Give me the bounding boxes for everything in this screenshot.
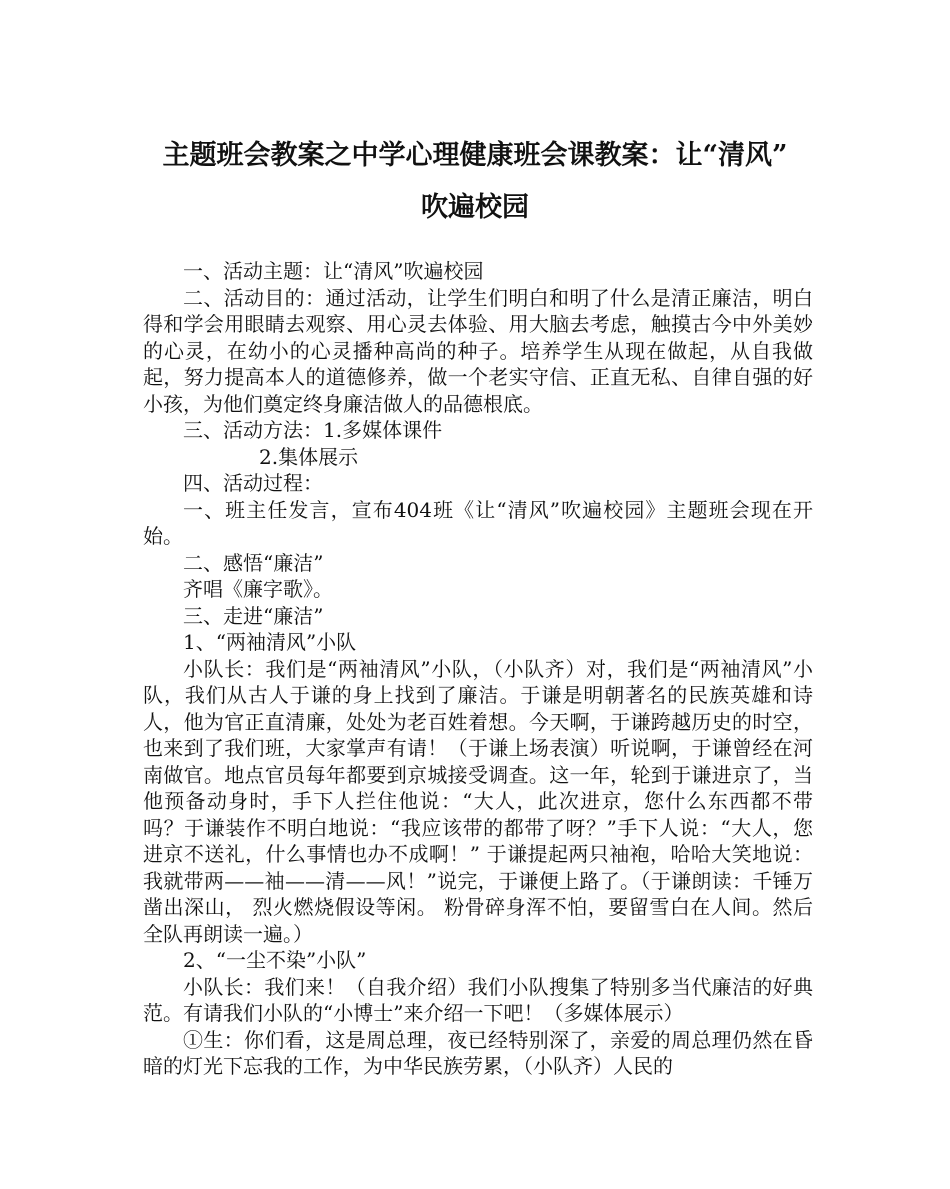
paragraph-activity-purpose: 二、活动目的：通过活动，让学生们明白和明了什么是清正廉洁，明白得和学会用眼睛去观察、用心灵去体验、用大脑去考虑，触摸古今中外美妙的心灵，在幼小的心灵播种高尚的种子。培养学生从现在做起，从自我做起，努力提高本人的道德修养，做一个老实守信、正直无私、自律自强的好小孩，为他们奠定终身廉洁做人的品德根底。 xyxy=(143,285,813,416)
paragraph-team-2: 2、“一尘不染”小队” xyxy=(183,948,367,972)
paragraph-team-1: 1、“两袖清风”小队 xyxy=(183,630,357,654)
paragraph-activity-theme: 一、活动主题：让“清风”吹遍校园 xyxy=(183,259,484,283)
document-body xyxy=(143,258,813,1080)
paragraph-team-1-story: 小队长：我们是“两袖清风”小队，（小队齐）对，我们是“两袖清风”小队，我们从古人于谦的身上找到了廉洁。于谦是明朝著名的民族英雄和诗人，他为官正直清廉，处处为老百姓着想。今天啊，于谦跨越历史的时空，也来到了我们班，大家掌声有请！（于谦上场表演）听说啊，于谦曾经在河南做官。地点官员每年都要到京城接受调查。这一年，轮到于谦进京了，当他预备动身时，手下人拦住他说：“大人，此次进京，您什么东西都不带吗？于谦装作不明白地说：“我应该带的都带了呀？”手下人说：“大人，您进京不送礼，什么事情也办不成啊！” 于谦提起两只袖袍，哈哈大笑地说：我就带两——袖——清——风！”说完，于谦便上路了。（于谦朗读：千锤万凿出深山， 烈火燃烧假设等闲。 粉骨碎身浑不怕，要留雪白在人间。然后全队再朗读一遍。） xyxy=(143,656,813,946)
title-line-1: 主题班会教案之中学心理健康班会课教案：让“清风” xyxy=(162,140,788,171)
paragraph-sing: 齐唱《廉字歌》。 xyxy=(183,577,333,601)
paragraph-step-2: 二、感悟“廉洁” xyxy=(183,550,324,575)
paragraph-student-1: ①生：你们看，这是周总理，夜已经特别深了，亲爱的周总理仍然在昏暗的灯光下忘我的工作，为中华民族劳累，（小队齐）人民的 xyxy=(143,1027,813,1078)
paragraph-method-item-2: 2.集体展示 xyxy=(259,444,359,469)
paragraph-activity-method: 三、活动方法：1.多媒体课件 xyxy=(183,418,443,442)
title-line-2: 吹遍校园 xyxy=(421,192,529,223)
paragraph-team-2-intro: 小队长：我们来！（自我介绍）我们小队搜集了特别多当代廉洁的好典范。有请我们小队的“小博士”来介绍一下吧！（多媒体展示） xyxy=(143,974,813,1025)
paragraph-step-3: 三、走进“廉洁” xyxy=(183,603,324,628)
paragraph-activity-process: 四、活动过程： xyxy=(183,471,323,495)
paragraph-step-1: 一、班主任发言，宣布404班《让“清风”吹遍校园》主题班会现在开始。 xyxy=(143,497,813,548)
document-title xyxy=(100,130,850,234)
